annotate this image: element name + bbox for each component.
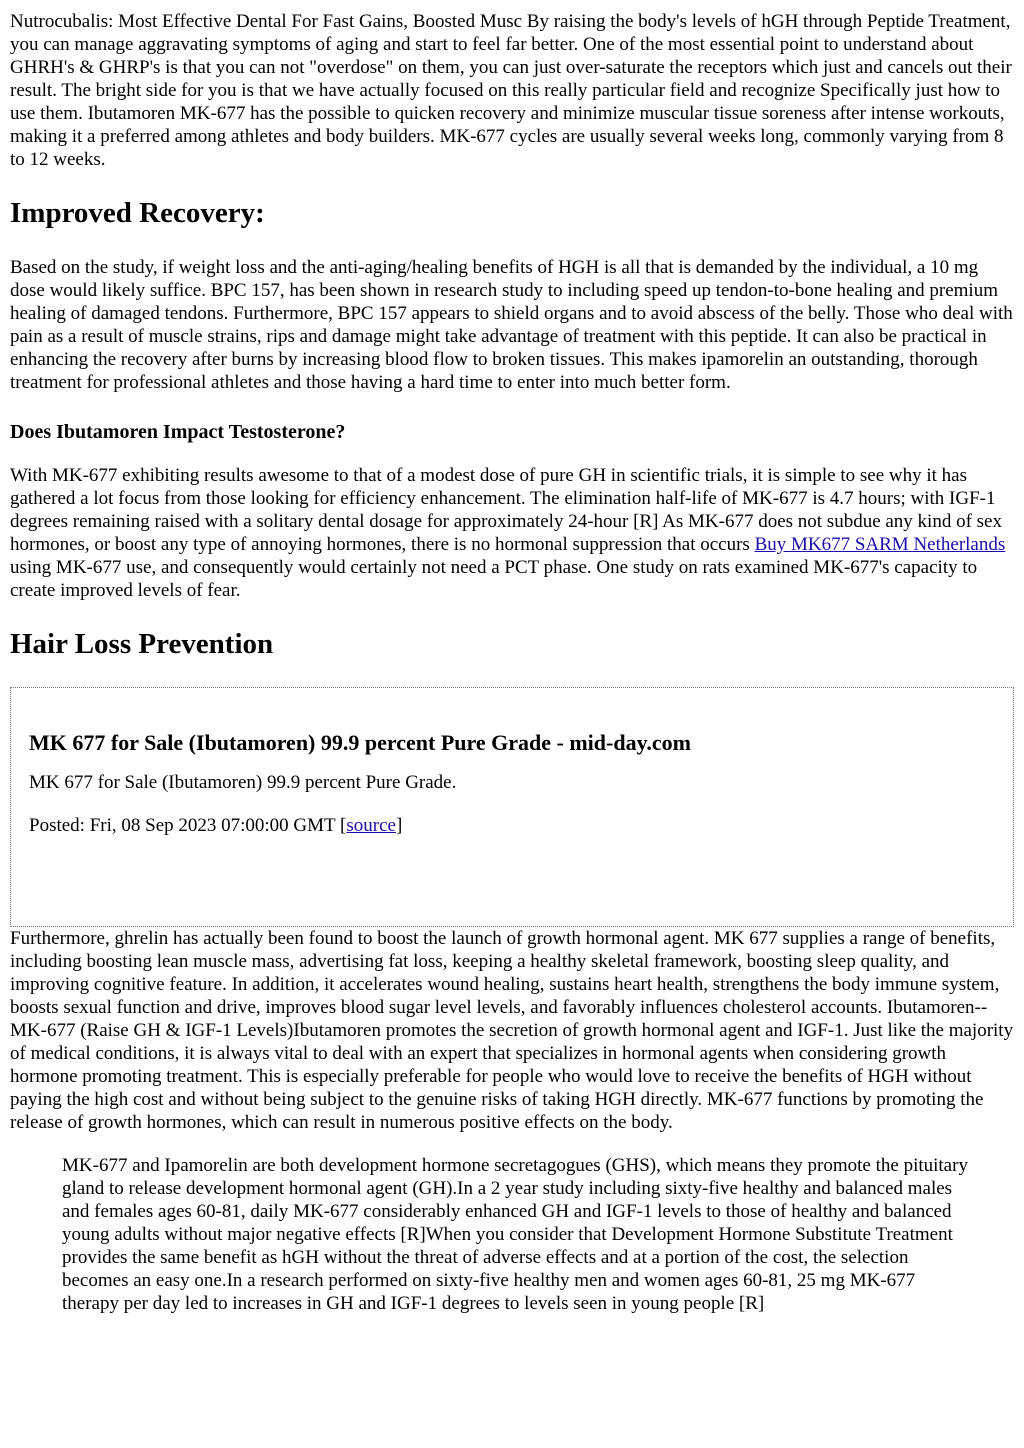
news-posted-prefix: Posted: Fri, 08 Sep 2023 07:00:00 GMT [ xyxy=(29,815,347,836)
buy-mk677-link[interactable]: Buy MK677 SARM Netherlands xyxy=(754,534,1006,555)
heading-testosterone: Does Ibutamoren Impact Testosterone? xyxy=(10,421,346,443)
news-source-link[interactable]: source xyxy=(346,815,396,836)
news-embed-box xyxy=(10,687,1014,927)
intro-paragraph: Nutrocubalis: Most Effective Dental For Fast Gains, Boosted Musc By raising the body's levels of hGH through Peptide Treatment, you can manage aggravating symptoms of aging and start to feel far better. One of the most essential point to understand about GHRH's & GHRP's is that you can not "overdose" on them, you can just over-saturate the receptors which just and cancels out their result. The bright side for you is that we have actually focused on this really particular field and recognize Specifically just how to use them. Ibutamoren MK-677 has the possible to quicken recovery and minimize muscular tissue soreness after intense workouts, making it a preferred among athletes and body builders. MK-677 cycles are usually several weeks long, commonly varying from 8 to 12 weeks. xyxy=(10,11,1012,170)
testosterone-paragraph xyxy=(10,464,1014,602)
heading-hair-loss-prevention: Hair Loss Prevention xyxy=(10,628,274,660)
recovery-paragraph: Based on the study, if weight loss and the anti-aging/healing benefits of HGH is all that is demanded by the individual, a 10 mg dose would likely suffice. BPC 157, has been shown in research study to including speed up tendon-to-bone healing and premium healing of damaged tendons. Furthermore, BPC 157 appears to shield organs and to avoid abscess of the belly. Those who deal with pain as a result of muscle strains, rips and damage might take advantage of treatment with this peptide. It can also be practical in enhancing the recovery after burns by increasing blood flow to broken tissues. This makes ipamorelin an outstanding, thorough treatment for professional athletes and those having a hard time to enter into much better form. xyxy=(10,257,1013,393)
testosterone-text-before: With MK-677 exhibiting results awesome to that of a modest dose of pure GH in scientific trials, it is simple to see why it has gathered a lot focus from those looking for efficiency enhancement. The elimination half-life of MK-677 is 4.7 hours; with IGF-1 degrees remaining raised with a solitary dental dosage for approximately 24-hour [R] As MK-677 does not subdue any kind of sex hormones, or boost any type of annoying hormones, there is no hormonal suppression that occurs xyxy=(10,465,1002,555)
quoted-passage: MK-677 and Ipamorelin are both development hormone secretagogues (GHS), which means they promote the pituitary gland to release development hormonal agent (GH).In a 2 year study including sixty-five healthy and balanced males and females ages 60-81, daily MK-677 considerably enhanced GH and IGF-1 levels to those of healthy and balanced young adults without major negative effects [R]When you consider that Development Hormone Substitute Treatment provides the same benefit as hGH without the threat of adverse effects and at a portion of the cost, the selection becomes an easy one.In a research performed on sixty-five healthy men and women ages 60-81, 25 mg MK-677 therapy per day led to increases in GH and IGF-1 degrees to levels seen in young people [R] xyxy=(62,1155,968,1314)
news-posted-line xyxy=(29,814,995,837)
ghrelin-paragraph: Furthermore, ghrelin has actually been found to boost the launch of growth hormonal agent. MK 677 supplies a range of benefits, including boosting lean muscle mass, advertising fat loss, keeping a healthy skeletal framework, boosting sleep quality, and improving cognitive feature. In addition, it accelerates wound healing, sustains heart health, strengthens the body immune system, boosts sexual function and drive, improves blood sugar level levels, and favorably influences cholesterol accounts. Ibutamoren-- MK-677 (Raise GH & IGF-1 Levels)Ibutamoren promotes the secretion of growth hormonal agent and IGF-1. Just like the majority of medical conditions, it is always vital to deal with an expert that specializes in hormonal agents when considering growth hormone promoting treatment. This is especially preferable for people who would love to receive the benefits of HGH without paying the high cost and without being subject to the genuine risks of taking HGH directly. MK-677 functions by promoting the release of growth hormones, which can result in numerous positive effects on the body. xyxy=(10,928,1014,1133)
heading-improved-recovery: Improved Recovery: xyxy=(10,197,265,229)
testosterone-text-after: using MK-677 use, and consequently would certainly not need a PCT phase. One study on rats examined MK-677's capacity to create improved levels of fear. xyxy=(10,557,978,601)
news-posted-suffix: ] xyxy=(395,815,403,836)
news-description: MK 677 for Sale (Ibutamoren) 99.9 percent Pure Grade. xyxy=(29,772,457,793)
news-title: MK 677 for Sale (Ibutamoren) 99.9 percent Pure Grade - mid-day.com xyxy=(29,730,691,755)
